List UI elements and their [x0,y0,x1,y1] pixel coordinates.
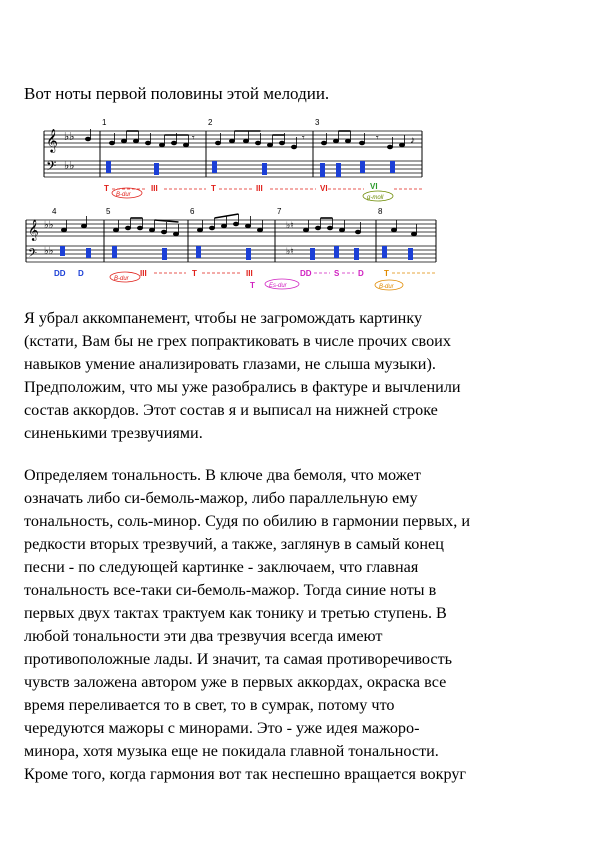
paragraph-accompaniment: Я убрал аккомпанемент, чтобы не загромождать картинку (кстати, Вам бы не грех попрактиковать в числе прочих своих навыков умение анализировать глазами, не слыша музыки). Предположим, что мы уже разобрались в фактуре и вычленили состав аккордов. Этот состав я и выписал на нижней строке синенькими трезвучиями. [24,309,461,442]
svg-text:𝄾: 𝄾 [302,133,305,144]
measure-number: 6 [190,207,195,216]
key-signature: ♭♭ [64,131,75,143]
harmony-d: D [78,269,84,278]
harmony-iii: III [246,269,253,278]
svg-text:𝄾: 𝄾 [376,133,379,144]
harmony-t: T [211,184,216,193]
key-b-dur: B-dur [116,192,131,198]
intro-heading: Вот ноты первой половины этой мелодии. [24,84,330,103]
beams-1 [127,131,351,135]
harmony-vi-green: VI [370,182,378,191]
harmony-dd: DD [300,269,312,278]
barlines-1 [44,131,422,177]
measure-number: 8 [378,207,383,216]
svg-text:♪: ♪ [410,135,415,146]
treble-clef: 𝄞 [46,130,58,152]
measure-numbers-2 [52,207,383,216]
harmony-dd: DD [54,269,66,278]
harmony-s: S [334,269,340,278]
bass-staff-1 [44,161,422,177]
melody-notes-2 [61,214,416,236]
key-b-dur: B-dur [114,276,129,282]
measure-number: 2 [208,118,213,127]
key-es-dur: Es-dur [269,283,287,289]
svg-text:𝄾: 𝄾 [192,133,195,144]
bass-clef: 𝄢 [28,246,38,262]
key-signature: ♭♭ [44,246,54,257]
key-signature: ♭♭ [44,220,54,231]
harmony-labels-2 [54,269,403,290]
beams-2 [131,214,333,222]
harmony-d: D [358,269,364,278]
paragraph-tonality: Определяем тональность. В ключе два бемоля, что может означать либо си-бемоль-мажор, либо параллельную ему тональность, соль-минор. Судя по обилию в гармонии первых, и редкости вторых трезвучий, а также, заглянув в самый конец песни - по следующей картинке - заключаем, что главная тональность все-таки си-бемоль-мажор. Тогда синие ноты в первых двух тактах трактуем как тонику и третью ступень. В любой тональности эти два трезвучия всегда имеют противоположные лады. И значит, та самая противоречивость чувств заложена автором уже в первых аккордах, окраска все время переливается то в свет, то в сумрак, потому что чередуются мажоры с минорами. Это - уже идея мажоро- минора, хотя музыка еще не покидала главной тональности. Кроме того, когда гармония вот так неспешно вращается вокруг [24,466,470,783]
key-signature: ♭♭ [64,160,75,172]
harmony-t: T [384,269,389,278]
key-change: ♭♮ [286,220,294,230]
score-system-1 [24,113,595,205]
harmony-t: T [250,281,255,290]
measure-number: 4 [52,207,57,216]
measure-number: 3 [315,118,320,127]
measure-numbers-1 [102,118,320,127]
harmony-iii: III [151,184,158,193]
key-change: ♭♮ [286,246,294,256]
treble-staff-2 [26,220,436,236]
measure-number: 1 [102,118,107,127]
harmony-iii: III [256,184,263,193]
score-system-2 [24,204,595,294]
key-b-dur: B-dur [379,284,394,290]
measure-number: 5 [106,207,111,216]
harmony-labels-1 [104,182,393,201]
harmony-t: T [192,269,197,278]
harmony-t: T [104,184,109,193]
measure-number: 7 [277,207,282,216]
key-g-moll: g-moll [367,195,384,201]
harmony-iii: III [140,269,147,278]
treble-clef: 𝄞 [28,220,39,240]
harmony-vi: VI [320,184,328,193]
bass-clef: 𝄢 [46,160,57,177]
